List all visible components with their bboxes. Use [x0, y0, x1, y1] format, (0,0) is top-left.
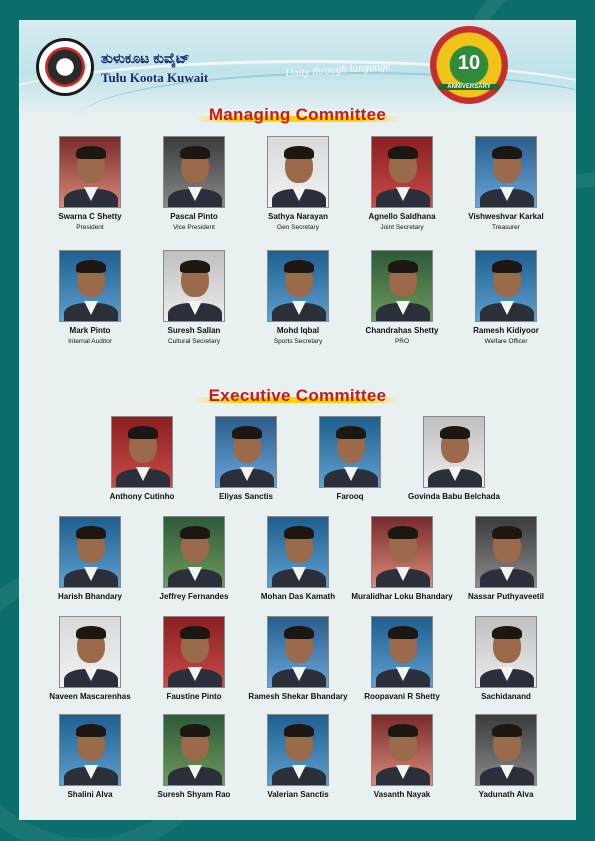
member-name: Nassar Puthyaveetil: [467, 592, 545, 601]
member-role: Vice President: [173, 224, 215, 231]
brand-name-kannada: ತುಳುಕೂಟ ಕುವೈಟ್: [101, 50, 190, 66]
member-photo: [371, 250, 433, 322]
member-photo: [475, 616, 537, 688]
member-name: Eliyas Sanctis: [219, 492, 273, 501]
executive-committee-title-text: Executive Committee: [195, 386, 401, 405]
member-photo: [267, 516, 329, 588]
member-role: Internal Auditor: [68, 338, 112, 345]
member-role: Gen Secretary: [277, 224, 319, 231]
member-photo: [267, 616, 329, 688]
member-name: Ramesh Shekar Bhandary: [248, 692, 348, 701]
member-role: Sports Secretary: [273, 338, 323, 345]
member-photo: [371, 616, 433, 688]
member-name: Suresh Shyam Rao: [157, 790, 231, 799]
tulu-koota-logo-icon: [36, 38, 94, 96]
member-photo: [163, 250, 225, 322]
member-name: Chandrahas Shetty: [365, 326, 439, 335]
member-name: Yadunath Alva: [478, 790, 534, 799]
member-role: Treasurer: [492, 224, 520, 231]
member-photo: [319, 416, 381, 488]
member-role: Welfare Officer: [484, 338, 528, 345]
member-photo: [371, 516, 433, 588]
member-photo: [163, 516, 225, 588]
managing-committee-title-text: Managing Committee: [195, 105, 400, 124]
tagline: Unity through language: [284, 60, 391, 80]
member-name: Farooq: [336, 492, 364, 501]
member-name: Naveen Mascarenhas: [49, 692, 131, 701]
member-name: Ramesh Kidiyoor: [473, 326, 539, 335]
member-photo: [59, 250, 121, 322]
member-role: Cultural Secretary: [167, 338, 221, 345]
member-name: Mohd Iqbal: [276, 326, 320, 335]
managing-committee-title: [19, 105, 576, 125]
member-name: Anthony Cutinho: [109, 492, 175, 501]
member-photo: [475, 136, 537, 208]
emblem-word: ANNIVERSARY: [438, 84, 500, 90]
member-photo: [267, 250, 329, 322]
member-name: Vasanth Nayak: [373, 790, 431, 799]
member-name: Agnello Saldhana: [368, 212, 436, 221]
member-photo: [163, 714, 225, 786]
member-name: Valerian Sanctis: [267, 790, 329, 799]
member-name: Muralidhar Loku Bhandary: [351, 592, 453, 601]
member-name: Govinda Babu Belchada: [407, 492, 501, 501]
member-role: Joint Secretary: [380, 224, 424, 231]
member-name: Sachidanand: [481, 692, 531, 701]
executive-committee-title: [19, 386, 576, 406]
member-photo: [475, 714, 537, 786]
member-photo: [163, 136, 225, 208]
member-name: Suresh Sallan: [167, 326, 221, 335]
member-name: Mark Pinto: [69, 326, 111, 335]
member-name: Sathya Narayan: [267, 212, 329, 221]
member-name: Pascal Pinto: [170, 212, 218, 221]
member-photo: [59, 136, 121, 208]
member-photo: [59, 516, 121, 588]
member-name: Roopavani R Shetty: [364, 692, 440, 701]
member-photo: [267, 714, 329, 786]
member-photo: [111, 416, 173, 488]
member-name: Harish Bhandary: [57, 592, 123, 601]
member-photo: [215, 416, 277, 488]
content-panel: [19, 20, 576, 820]
member-photo: [59, 616, 121, 688]
member-name: Swarna C Shetty: [58, 212, 122, 221]
emblem-number: 10: [457, 52, 481, 74]
member-photo: [475, 250, 537, 322]
member-photo: [371, 136, 433, 208]
member-name: Jeffrey Fernandes: [159, 592, 229, 601]
member-photo: [267, 136, 329, 208]
member-photo: [371, 714, 433, 786]
member-name: Faustine Pinto: [166, 692, 222, 701]
member-name: Shalini Alva: [67, 790, 113, 799]
brand-name-english: Tulu Koota Kuwait: [101, 70, 209, 85]
member-photo: [423, 416, 485, 488]
member-photo: [59, 714, 121, 786]
member-photo: [475, 516, 537, 588]
member-photo: [163, 616, 225, 688]
anniversary-emblem-icon: [430, 26, 508, 104]
member-role: PRO: [394, 338, 410, 345]
member-name: Mohan Das Kamath: [260, 592, 336, 601]
member-role: President: [76, 224, 104, 231]
member-name: Vishweshvar Karkal: [468, 212, 544, 221]
